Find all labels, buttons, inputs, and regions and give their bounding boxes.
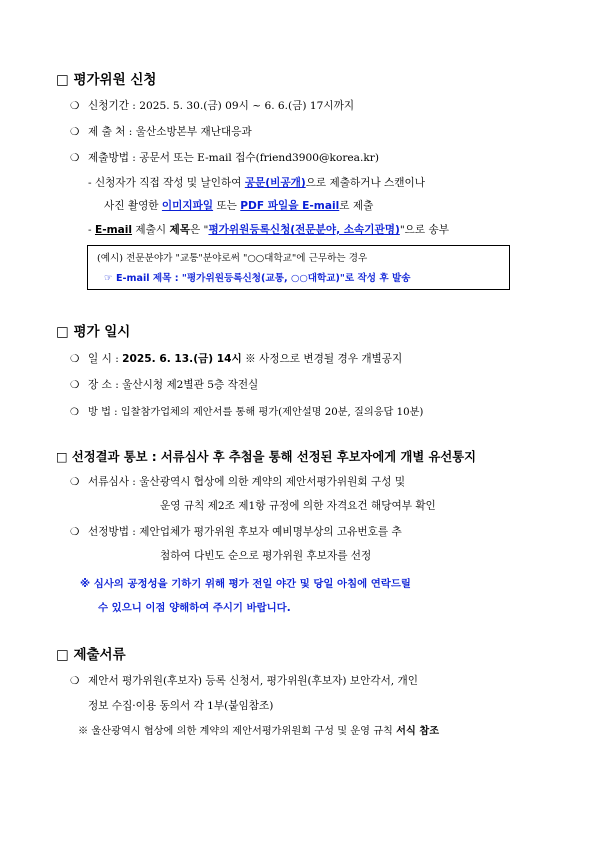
section-title-documents: □ 제출서류 — [56, 647, 126, 663]
notice-line-2: 수 있으니 이점 양해하여 주시기 바랍니다. — [98, 602, 291, 614]
date-value: 2025. 6. 13.(금) 14시 — [122, 353, 242, 365]
method-detail-line-2 — [104, 198, 373, 213]
method-detail-line-3 — [88, 222, 449, 237]
circle-bullet-icon: ❍ — [70, 126, 80, 138]
detail-text: - — [88, 224, 95, 236]
section-title-schedule: □ 평가 일시 — [56, 324, 131, 340]
documents-line-1 — [70, 673, 418, 688]
note-emphasis: 서식 참조 — [396, 726, 440, 737]
date-label: 일 시 : — [88, 353, 123, 365]
detail-text: "으로 송부 — [399, 224, 449, 236]
documents-text: 제안서 평가위원(후보자) 등록 신청서, 평가위원(후보자) 보안각서, 개인 — [88, 675, 419, 687]
detail-text: 로 제출 — [339, 200, 374, 212]
documents-line-2: 정보 수집·이용 동의서 각 1부(붙임참조) — [88, 700, 274, 712]
circle-bullet-icon: ❍ — [70, 379, 80, 391]
review-text: 서류심사 : 울산광역시 협상에 의한 계약의 제안서평가위원회 구성 및 — [88, 476, 406, 488]
document-review-line-1 — [70, 474, 405, 489]
submission-method — [70, 150, 379, 165]
evaluation-date — [70, 351, 402, 366]
application-period-text: 신청기간 : 2025. 5. 30.(금) 09시 ~ 6. 6.(금) 17시까지 — [88, 100, 355, 112]
detail-text: 으로 제출하거나 스캔이나 — [305, 177, 425, 189]
evaluation-method-text: 방 법 : 입찰참가업체의 제안서를 통해 평가(제안설명 20분, 질의응답 10분) — [88, 407, 424, 418]
pdf-email-emphasis: PDF 파일을 E-mail — [240, 200, 340, 212]
date-note: ※ 사정으로 변경될 경우 개별공지 — [241, 353, 403, 365]
example-line-1: (예시) 전문분야가 "교통"분야로써 "○○대학교"에 근무하는 경우 — [97, 253, 368, 264]
circle-bullet-icon: ❍ — [70, 476, 80, 488]
detail-text: 은 " — [189, 224, 209, 236]
evaluation-place — [70, 377, 258, 392]
subject-format-emphasis: 평가위원등록신청(전문분야, 소속기관명) — [208, 224, 400, 236]
note-text: ※ 울산광역시 협상에 의한 계약의 제안서평가위원회 구성 및 운영 규칙 — [78, 726, 397, 737]
submission-place-text: 제 출 처 : 울산소방본부 재난대응과 — [88, 126, 252, 138]
circle-bullet-icon: ❍ — [70, 407, 80, 418]
detail-text: 제출시 — [132, 224, 170, 236]
section-title-result — [56, 446, 476, 465]
email-emphasis: E-mail — [94, 224, 133, 236]
detail-text: 사진 촬영한 — [104, 200, 162, 212]
circle-bullet-icon: ❍ — [70, 675, 80, 687]
circle-bullet-icon: ❍ — [70, 152, 80, 164]
result-title-text: □ 선정결과 통보 : 서류심사 후 추첨을 통해 선정된 후보자에게 개별 유선통지 — [56, 450, 476, 464]
detail-text: - 신청자가 직접 작성 및 날인하여 — [88, 177, 245, 189]
evaluation-method — [70, 403, 423, 418]
submission-method-text: 제출방법 : 공문서 또는 E-mail 접수(friend3900@korea.kr) — [88, 152, 379, 164]
notice-line-1: ※ 심사의 공정성을 기하기 위해 평가 전일 야간 및 당일 아침에 연락드릴 — [80, 578, 411, 590]
form-reference-note — [78, 722, 439, 737]
section-title-application: □ 평가위원 신청 — [56, 72, 157, 88]
submission-place — [70, 124, 252, 139]
document-review-line-2: 운영 규칙 제2조 제1항 규정에 의한 자격요건 해당여부 확인 — [160, 500, 436, 512]
subject-emphasis: 제목 — [169, 224, 190, 236]
method-detail-line-1 — [88, 175, 425, 190]
evaluation-place-text: 장 소 : 울산시청 제2별관 5층 작전실 — [88, 379, 259, 391]
application-period — [70, 98, 354, 113]
circle-bullet-icon: ❍ — [70, 526, 80, 538]
detail-text: 또는 — [213, 200, 241, 212]
selection-text: 선정방법 : 제안업체가 평가위원 후보자 예비명부상의 고유번호를 추 — [88, 526, 402, 538]
official-document-emphasis: 공문(비공개) — [244, 177, 306, 189]
image-file-emphasis: 이미지파일 — [161, 200, 214, 212]
circle-bullet-icon: ❍ — [70, 353, 80, 365]
selection-method-line-1 — [70, 524, 402, 539]
example-line-2: ☞ E-mail 제목 : "평가위원등록신청(교통, ○○대학교)"로 작성 후 발송 — [104, 273, 411, 284]
selection-method-line-2: 첨하여 다빈도 순으로 평가위원 후보자를 선정 — [160, 550, 372, 562]
circle-bullet-icon: ❍ — [70, 100, 80, 112]
